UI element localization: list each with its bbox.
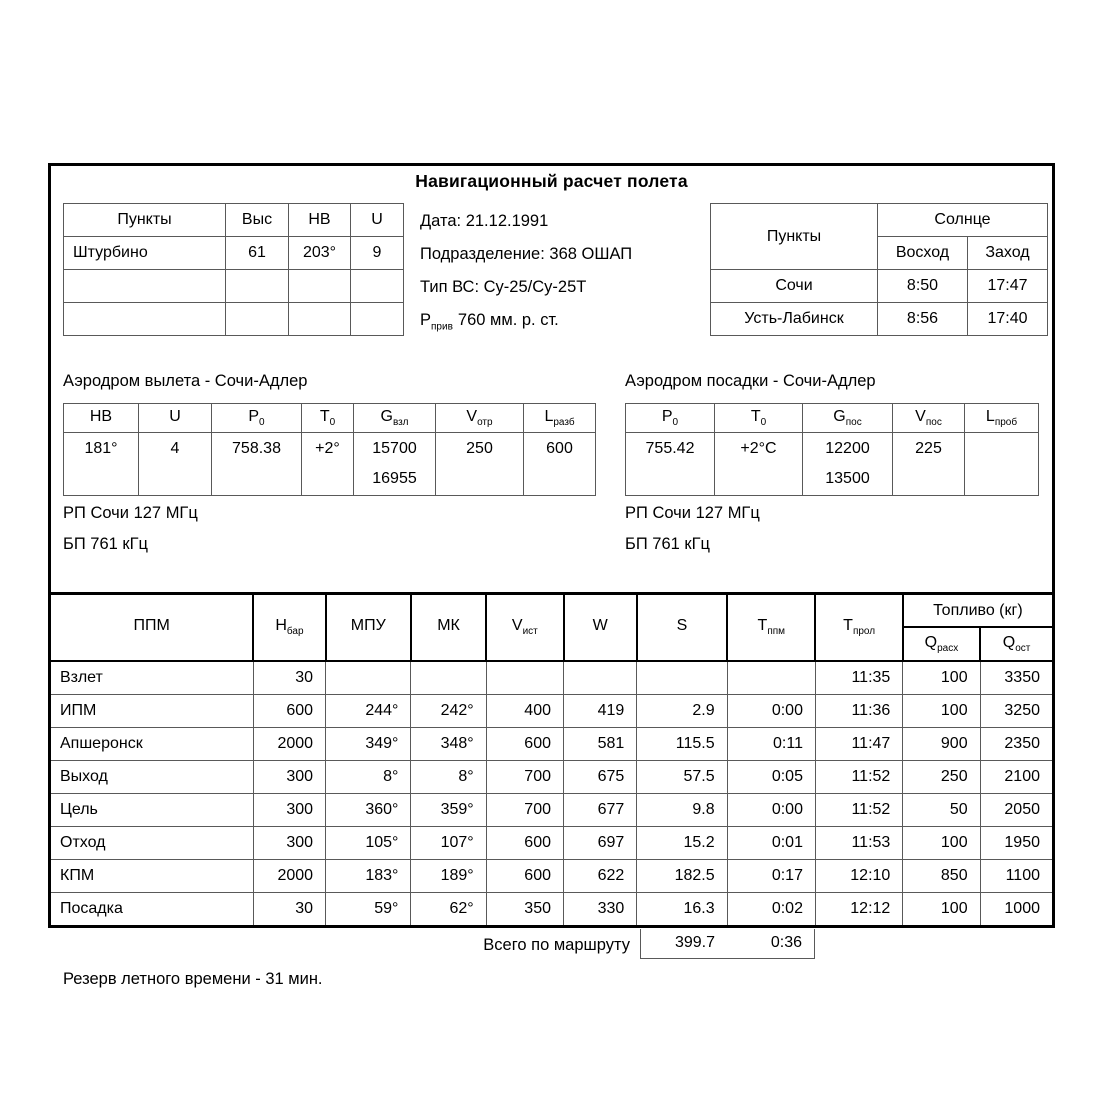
- route-cell: 11:52: [815, 761, 902, 794]
- route-cell: 300: [253, 794, 325, 827]
- col-header-t0: [302, 404, 354, 433]
- route-cell: 0:17: [727, 860, 815, 893]
- arrival-table: [625, 403, 1039, 496]
- sun-point: Усть-Лабинск: [711, 303, 878, 336]
- col-header-g-takeoff: [354, 404, 436, 433]
- header-subscript: ост: [1015, 643, 1031, 655]
- header-label: V: [915, 407, 926, 425]
- pressure-symbol: Р: [420, 311, 432, 329]
- route-cell: 330: [564, 893, 637, 927]
- route-cell: 3350: [980, 661, 1053, 695]
- route-cell: 8°: [411, 761, 486, 794]
- route-cell: 11:36: [815, 695, 902, 728]
- col-header-v-landing: [893, 404, 965, 433]
- col-header-nv: НВ: [289, 204, 351, 237]
- route-cell: 8°: [326, 761, 411, 794]
- pressure-value: 760 мм. р. ст.: [457, 311, 559, 329]
- col-header-alt: Выс: [226, 204, 289, 237]
- route-cell: 400: [486, 695, 563, 728]
- header-label: Т: [843, 617, 853, 635]
- header-subscript: проб: [994, 417, 1018, 429]
- departure-table: [63, 403, 596, 496]
- sunset-time: 17:47: [968, 270, 1048, 303]
- route-cell: [727, 661, 815, 695]
- waypoint-u: 9: [351, 237, 404, 270]
- route-cell: 677: [564, 794, 637, 827]
- flight-unit: Подразделение: 368 ОШАП: [420, 245, 633, 263]
- header-subscript: 0: [259, 417, 265, 429]
- route-cell: 850: [903, 860, 980, 893]
- departure-t0: +2°: [302, 433, 354, 496]
- flight-date: Дата: 21.12.1991: [420, 212, 549, 230]
- route-cell: 189°: [411, 860, 486, 893]
- waypoints-table: [63, 203, 404, 336]
- route-cell-ppm: ИПМ: [50, 695, 254, 728]
- table-header-row: [626, 404, 1039, 433]
- col-header-g-landing: [803, 404, 893, 433]
- col-header-v-liftoff: [436, 404, 524, 433]
- table-row: [64, 433, 596, 496]
- table-row: [50, 661, 1054, 695]
- header-subscript: взл: [392, 417, 409, 429]
- departure-u: 4: [139, 433, 212, 496]
- route-cell: 182.5: [637, 860, 727, 893]
- table-row: [711, 270, 1048, 303]
- route-cell-ppm: Апшеронск: [50, 728, 254, 761]
- header-label: G: [833, 407, 846, 425]
- route-cell: 600: [486, 827, 563, 860]
- route-cell: 0:02: [727, 893, 815, 927]
- arrival-weight: [803, 433, 893, 496]
- header-label: МПУ: [350, 617, 386, 635]
- route-cell: 0:11: [727, 728, 815, 761]
- route-cell: 183°: [326, 860, 411, 893]
- route-cell: 360°: [326, 794, 411, 827]
- waypoint-alt: [226, 270, 289, 303]
- header-label: МК: [437, 617, 460, 635]
- table-row: [50, 827, 1054, 860]
- route-cell: 244°: [326, 695, 411, 728]
- waypoint-u: [351, 270, 404, 303]
- header-subscript: 0: [760, 417, 767, 429]
- route-cell: 600: [486, 860, 563, 893]
- col-header-q-rem: [980, 627, 1053, 661]
- route-cell: [486, 661, 563, 695]
- col-header-t-prol: [815, 594, 902, 662]
- col-header-v-true: [486, 594, 563, 662]
- header-label: G: [380, 407, 393, 425]
- route-cell: 12:12: [815, 893, 902, 927]
- route-cell: 622: [564, 860, 637, 893]
- col-header-u: [139, 404, 212, 433]
- route-cell: 9.8: [637, 794, 727, 827]
- table-row: [50, 728, 1054, 761]
- col-header-sunrise: Восход: [878, 237, 968, 270]
- arrival-v-landing: 225: [893, 433, 965, 496]
- waypoint-name: [64, 270, 226, 303]
- route-cell: 3250: [980, 695, 1053, 728]
- fuel-reserve-note: Резерв летного времени - 31 мин.: [63, 970, 323, 988]
- col-header-s: [637, 594, 727, 662]
- route-cell: 57.5: [637, 761, 727, 794]
- header-label: L: [544, 407, 554, 425]
- route-cell: 348°: [411, 728, 486, 761]
- arrival-p0: 755.42: [626, 433, 715, 496]
- route-cell: 697: [564, 827, 637, 860]
- col-header-l-runup: [524, 404, 596, 433]
- col-header-ppm: [50, 594, 254, 662]
- departure-heading: Аэродром вылета - Сочи-Адлер: [63, 372, 308, 390]
- waypoint-nv: [289, 270, 351, 303]
- landing-weight-2: 13500: [825, 470, 870, 487]
- header-subscript: ппм: [767, 626, 786, 638]
- route-cell: 300: [253, 761, 325, 794]
- table-row: [50, 893, 1054, 927]
- departure-v-liftoff: 250: [436, 433, 524, 496]
- table-row: [64, 270, 404, 303]
- route-cell: 30: [253, 661, 325, 695]
- col-header-sunset: Заход: [968, 237, 1048, 270]
- col-header-t0: [715, 404, 803, 433]
- table-row: [64, 237, 404, 270]
- route-cell-ppm: КПМ: [50, 860, 254, 893]
- route-cell: 50: [903, 794, 980, 827]
- pressure-subscript: прив: [431, 321, 453, 333]
- waypoint-alt: 61: [226, 237, 289, 270]
- route-cell: 0:00: [727, 695, 815, 728]
- header-subscript: отр: [477, 417, 493, 429]
- col-header-t-ppm: [727, 594, 815, 662]
- header-subscript: расх: [937, 643, 959, 655]
- table-header-row: [50, 594, 1054, 628]
- table-row: [50, 794, 1054, 827]
- route-cell: 1950: [980, 827, 1053, 860]
- waypoint-nv: 203°: [289, 237, 351, 270]
- header-label: Т: [757, 617, 768, 635]
- header-subscript: пос: [925, 417, 942, 429]
- sun-table: [710, 203, 1048, 336]
- col-header-nv: [64, 404, 139, 433]
- header-label: V: [466, 407, 478, 425]
- route-cell: 250: [903, 761, 980, 794]
- col-header-h-baro: [253, 594, 325, 662]
- route-cell: 359°: [411, 794, 486, 827]
- waypoint-nv: [289, 303, 351, 336]
- col-header-w: [564, 594, 637, 662]
- route-cell: 2050: [980, 794, 1053, 827]
- route-total-time: 0:36: [727, 929, 815, 959]
- aircraft-type: Тип ВС: Су-25/Су-25Т: [420, 278, 587, 296]
- route-cell: 16.3: [637, 893, 727, 927]
- route-total-distance: 399.7: [640, 929, 728, 959]
- route-cell: 300: [253, 827, 325, 860]
- waypoint-alt: [226, 303, 289, 336]
- table-row: [50, 860, 1054, 893]
- route-cell: 11:53: [815, 827, 902, 860]
- departure-p0: 758.38: [212, 433, 302, 496]
- col-header-u: U: [351, 204, 404, 237]
- route-cell: 100: [903, 893, 980, 927]
- departure-l-runup: 600: [524, 433, 596, 496]
- route-cell: 59°: [326, 893, 411, 927]
- header-label: U: [169, 407, 181, 425]
- route-cell: 2.9: [637, 695, 727, 728]
- route-cell: 1100: [980, 860, 1053, 893]
- header-subscript: прол: [852, 626, 876, 638]
- col-header-p0: [212, 404, 302, 433]
- waypoint-u: [351, 303, 404, 336]
- route-cell: 2350: [980, 728, 1053, 761]
- header-label: L: [985, 407, 995, 425]
- departure-weight: [354, 433, 436, 496]
- sunrise-time: 8:50: [878, 270, 968, 303]
- header-label: V: [511, 617, 523, 635]
- header-label: НВ: [89, 407, 113, 425]
- route-cell: 242°: [411, 695, 486, 728]
- arrival-heading: Аэродром посадки - Сочи-Адлер: [625, 372, 876, 390]
- route-cell: 0:01: [727, 827, 815, 860]
- table-row: [50, 695, 1054, 728]
- arrival-radio-vhf: РП Сочи 127 МГц: [625, 504, 760, 522]
- route-cell-ppm: Выход: [50, 761, 254, 794]
- col-header-mk: [411, 594, 486, 662]
- header-label: W: [592, 617, 608, 635]
- col-header-p0: [626, 404, 715, 433]
- header-label: Н: [275, 617, 287, 635]
- route-cell: 600: [486, 728, 563, 761]
- header-label: ППМ: [133, 617, 170, 635]
- route-cell: 1000: [980, 893, 1053, 927]
- route-table: [48, 592, 1055, 928]
- route-cell: 105°: [326, 827, 411, 860]
- route-cell: 2100: [980, 761, 1053, 794]
- waypoint-name: Штурбино: [64, 237, 226, 270]
- route-cell: 107°: [411, 827, 486, 860]
- route-cell: [637, 661, 727, 695]
- col-header-fuel: Топливо (кг): [903, 594, 1054, 628]
- arrival-l-rollout: [965, 433, 1039, 496]
- route-cell-ppm: Посадка: [50, 893, 254, 927]
- takeoff-weight-2: 16955: [372, 470, 417, 487]
- route-cell: 100: [903, 695, 980, 728]
- header-subscript: разб: [553, 417, 575, 429]
- route-cell: 2000: [253, 860, 325, 893]
- route-cell: 11:52: [815, 794, 902, 827]
- col-header-q-used: [903, 627, 980, 661]
- route-cell: 419: [564, 695, 637, 728]
- header-label: T: [319, 407, 330, 425]
- col-header-points: Пункты: [711, 204, 878, 270]
- route-cell: 900: [903, 728, 980, 761]
- col-header-points: Пункты: [64, 204, 226, 237]
- route-cell: 581: [564, 728, 637, 761]
- arrival-radio-ndb: БП 761 кГц: [625, 535, 710, 553]
- header-label: S: [676, 617, 688, 635]
- header-label: Q: [924, 633, 938, 651]
- waypoint-name: [64, 303, 226, 336]
- route-cell: 11:47: [815, 728, 902, 761]
- header-label: P: [661, 407, 673, 425]
- route-cell: 2000: [253, 728, 325, 761]
- departure-radio-ndb: БП 761 кГц: [63, 535, 148, 553]
- landing-weight-1: 12200: [825, 440, 870, 457]
- route-cell: [326, 661, 411, 695]
- route-cell: 0:05: [727, 761, 815, 794]
- route-cell: 600: [253, 695, 325, 728]
- route-cell: 349°: [326, 728, 411, 761]
- header-subscript: ист: [522, 626, 538, 638]
- route-cell: [564, 661, 637, 695]
- departure-nv: 181°: [64, 433, 139, 496]
- route-cell: 62°: [411, 893, 486, 927]
- route-cell-ppm: Цель: [50, 794, 254, 827]
- route-cell: [411, 661, 486, 695]
- header-subscript: 0: [329, 417, 336, 429]
- sun-point: Сочи: [711, 270, 878, 303]
- route-cell: 700: [486, 794, 563, 827]
- header-label: P: [248, 407, 260, 425]
- route-cell: 675: [564, 761, 637, 794]
- route-cell: 700: [486, 761, 563, 794]
- route-cell: 350: [486, 893, 563, 927]
- route-cell-ppm: Взлет: [50, 661, 254, 695]
- pressure-line: [420, 304, 632, 337]
- table-row: [64, 303, 404, 336]
- sunset-time: 17:40: [968, 303, 1048, 336]
- col-header-l-rollout: [965, 404, 1039, 433]
- takeoff-weight-1: 15700: [372, 440, 417, 457]
- table-header-row: [711, 204, 1048, 237]
- route-cell: 115.5: [637, 728, 727, 761]
- header-subscript: пос: [845, 417, 862, 429]
- table-row: [50, 761, 1054, 794]
- route-cell: 30: [253, 893, 325, 927]
- route-cell: 12:10: [815, 860, 902, 893]
- table-header-row: [64, 204, 404, 237]
- header-subscript: 0: [672, 417, 679, 429]
- header-subscript: бар: [286, 626, 304, 638]
- route-cell: 15.2: [637, 827, 727, 860]
- table-row: [626, 433, 1039, 496]
- route-cell: 100: [903, 661, 980, 695]
- header-label: Q: [1002, 633, 1016, 651]
- sunrise-time: 8:56: [878, 303, 968, 336]
- route-total-label: Всего по маршруту: [483, 936, 630, 954]
- header-label: T: [750, 407, 761, 425]
- route-cell: 11:35: [815, 661, 902, 695]
- route-cell: 100: [903, 827, 980, 860]
- table-header-row: [64, 404, 596, 433]
- col-header-mpu: [326, 594, 411, 662]
- departure-radio-vhf: РП Сочи 127 МГц: [63, 504, 198, 522]
- route-cell-ppm: Отход: [50, 827, 254, 860]
- page-title: Навигационный расчет полета: [415, 171, 688, 191]
- route-cell: 0:00: [727, 794, 815, 827]
- arrival-t0: +2°C: [715, 433, 803, 496]
- table-row: [711, 303, 1048, 336]
- flight-info-block: [420, 205, 632, 337]
- col-header-sun: Солнце: [878, 204, 1048, 237]
